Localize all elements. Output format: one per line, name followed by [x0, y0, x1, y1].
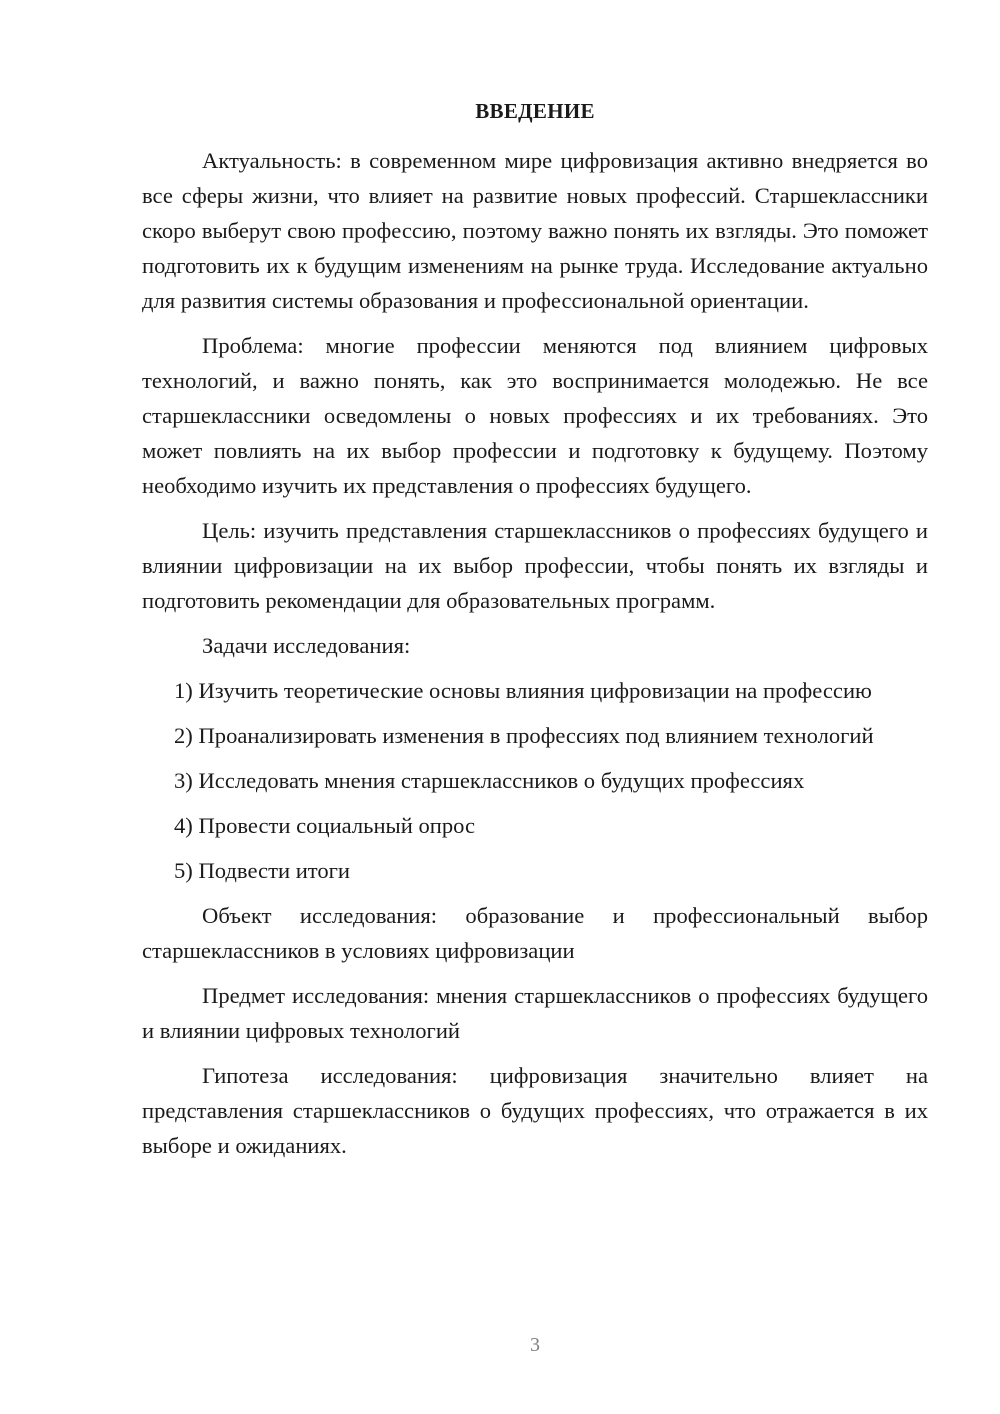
- task-item-1: 1) Изучить теоретические основы влияния цифровизации на профессию: [174, 678, 872, 703]
- document-body: [142, 143, 928, 1173]
- page-number: 3: [530, 1334, 540, 1356]
- task-item-5: 5) Подвести итоги: [174, 858, 351, 883]
- paragraph-object: Объект исследования: образование и профессиональный выбор старшеклассников в условиях цифровизации: [142, 903, 928, 963]
- page-title: ВВЕДЕНИЕ: [475, 99, 595, 123]
- paragraph-hypothesis: Гипотеза исследования: цифровизация значительно влияет на представления старшеклассников о будущих профессиях, что отражается в их выборе и ожиданиях.: [142, 1063, 928, 1158]
- task-item-3: 3) Исследовать мнения старшеклассников о будущих профессиях: [174, 768, 805, 793]
- paragraph-relevance: Актуальность: в современном мире цифровизация активно внедряется во все сферы жизни, что влияет на развитие новых профессий. Старшеклассники скоро выберут свою профессию, поэтому важно понять их взгляды. Это поможет подготовить их к будущим изменениям на рынке труда. Исследование актуально для развития системы образования и профессиональной ориентации.: [142, 148, 928, 313]
- paragraph-tasks-heading: Задачи исследования:: [202, 633, 411, 658]
- task-item-2: 2) Проанализировать изменения в профессиях под влиянием технологий: [174, 723, 874, 748]
- task-item-4: 4) Провести социальный опрос: [174, 813, 476, 838]
- paragraph-subject: Предмет исследования: мнения старшеклассников о профессиях будущего и влиянии цифровых технологий: [142, 983, 928, 1043]
- paragraph-goal: Цель: изучить представления старшеклассников о профессиях будущего и влиянии цифровизации на их выбор профессии, чтобы понять их взгляды и подготовить рекомендации для образовательных программ.: [142, 518, 928, 613]
- paragraph-problem: Проблема: многие профессии меняются под влиянием цифровых технологий, и важно понять, как это воспринимается молодежью. Не все старшеклассники осведомлены о новых профессиях и их требованиях. Это может повлиять на их выбор профессии и подготовку к будущему. Поэтому необходимо изучить их представления о профессиях будущего.: [142, 333, 928, 498]
